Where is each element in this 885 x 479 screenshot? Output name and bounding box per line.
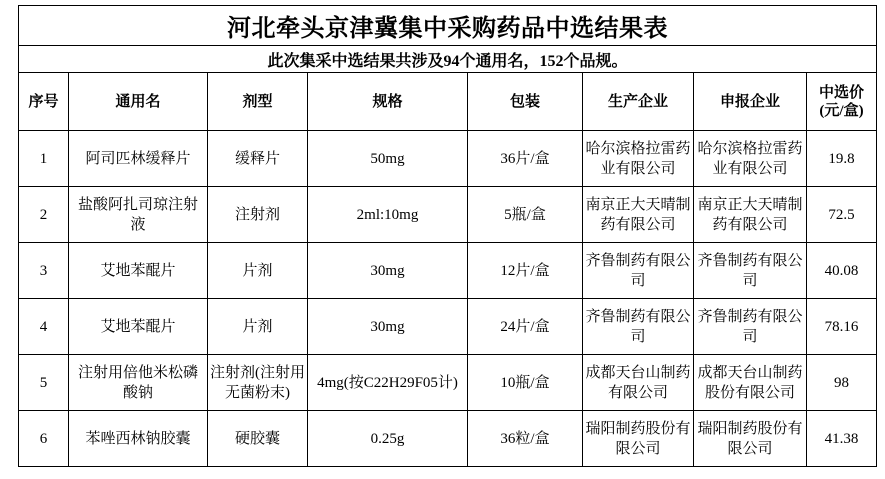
cell-applicant: 南京正大天晴制药有限公司 bbox=[694, 187, 807, 243]
cell-price: 72.5 bbox=[807, 187, 877, 243]
cell-generic-name: 盐酸阿扎司琼注射液 bbox=[69, 187, 208, 243]
table-header-row bbox=[19, 73, 877, 131]
table-row bbox=[19, 131, 877, 187]
cell-serial-number: 4 bbox=[19, 299, 69, 355]
cell-serial-number: 3 bbox=[19, 243, 69, 299]
cell-specification: 0.25g bbox=[308, 411, 468, 467]
table-row bbox=[19, 355, 877, 411]
cell-manufacturer: 南京正大天晴制药有限公司 bbox=[583, 187, 694, 243]
table-title: 河北牵头京津冀集中采购药品中选结果表 bbox=[19, 6, 877, 46]
header-serial-number: 序号 bbox=[19, 73, 69, 131]
cell-dosage-form: 缓释片 bbox=[208, 131, 308, 187]
cell-package: 24片/盒 bbox=[468, 299, 583, 355]
cell-generic-name: 艾地苯醌片 bbox=[69, 243, 208, 299]
cell-serial-number: 6 bbox=[19, 411, 69, 467]
cell-dosage-form: 硬胶囊 bbox=[208, 411, 308, 467]
cell-dosage-form: 片剂 bbox=[208, 243, 308, 299]
cell-manufacturer: 齐鲁制药有限公司 bbox=[583, 299, 694, 355]
cell-serial-number: 5 bbox=[19, 355, 69, 411]
cell-package: 10瓶/盒 bbox=[468, 355, 583, 411]
cell-applicant: 齐鲁制药有限公司 bbox=[694, 299, 807, 355]
header-applicant: 申报企业 bbox=[694, 73, 807, 131]
cell-price: 41.38 bbox=[807, 411, 877, 467]
table-row bbox=[19, 243, 877, 299]
header-generic-name: 通用名 bbox=[69, 73, 208, 131]
cell-generic-name: 苯唑西林钠胶囊 bbox=[69, 411, 208, 467]
cell-manufacturer: 瑞阳制药股份有限公司 bbox=[583, 411, 694, 467]
cell-applicant: 成都天台山制药股份有限公司 bbox=[694, 355, 807, 411]
header-manufacturer: 生产企业 bbox=[583, 73, 694, 131]
cell-package: 12片/盒 bbox=[468, 243, 583, 299]
table-row bbox=[19, 187, 877, 243]
cell-manufacturer: 哈尔滨格拉雷药业有限公司 bbox=[583, 131, 694, 187]
cell-price: 19.8 bbox=[807, 131, 877, 187]
cell-dosage-form: 注射剂(注射用无菌粉末) bbox=[208, 355, 308, 411]
cell-generic-name: 注射用倍他米松磷酸钠 bbox=[69, 355, 208, 411]
table-title-row bbox=[19, 6, 877, 46]
cell-price: 98 bbox=[807, 355, 877, 411]
cell-applicant: 哈尔滨格拉雷药业有限公司 bbox=[694, 131, 807, 187]
cell-generic-name: 阿司匹林缓释片 bbox=[69, 131, 208, 187]
cell-applicant: 瑞阳制药股份有限公司 bbox=[694, 411, 807, 467]
table-row bbox=[19, 411, 877, 467]
procurement-result-table bbox=[18, 5, 877, 467]
cell-applicant: 齐鲁制药有限公司 bbox=[694, 243, 807, 299]
cell-price: 78.16 bbox=[807, 299, 877, 355]
header-package: 包装 bbox=[468, 73, 583, 131]
cell-specification: 50mg bbox=[308, 131, 468, 187]
cell-manufacturer: 成都天台山制药有限公司 bbox=[583, 355, 694, 411]
cell-manufacturer: 齐鲁制药有限公司 bbox=[583, 243, 694, 299]
table-subtitle: 此次集采中选结果共涉及94个通用名，152个品规。 bbox=[19, 46, 877, 73]
cell-specification: 30mg bbox=[308, 299, 468, 355]
cell-package: 5瓶/盒 bbox=[468, 187, 583, 243]
cell-serial-number: 1 bbox=[19, 131, 69, 187]
header-specification: 规格 bbox=[308, 73, 468, 131]
result-table-container bbox=[18, 5, 876, 467]
cell-generic-name: 艾地苯醌片 bbox=[69, 299, 208, 355]
cell-specification: 4mg(按C22H29F05计) bbox=[308, 355, 468, 411]
cell-price: 40.08 bbox=[807, 243, 877, 299]
cell-serial-number: 2 bbox=[19, 187, 69, 243]
cell-package: 36粒/盒 bbox=[468, 411, 583, 467]
cell-dosage-form: 片剂 bbox=[208, 299, 308, 355]
cell-specification: 2ml:10mg bbox=[308, 187, 468, 243]
cell-package: 36片/盒 bbox=[468, 131, 583, 187]
cell-specification: 30mg bbox=[308, 243, 468, 299]
cell-dosage-form: 注射剂 bbox=[208, 187, 308, 243]
header-dosage-form: 剂型 bbox=[208, 73, 308, 131]
table-row bbox=[19, 299, 877, 355]
table-subtitle-row bbox=[19, 46, 877, 73]
header-price: 中选价(元/盒) bbox=[807, 73, 877, 131]
